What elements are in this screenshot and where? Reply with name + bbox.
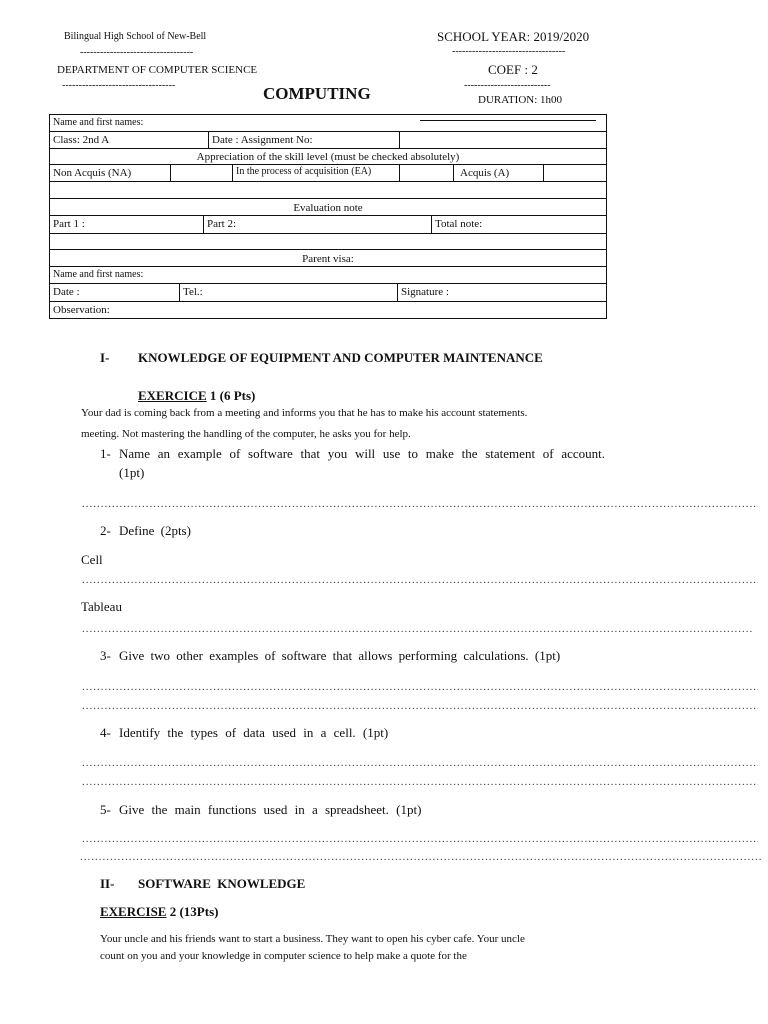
class-cell: Class: 2nd A — [53, 134, 110, 146]
year-divider: ---------------------------------- — [452, 46, 566, 57]
q5-answer-line-1[interactable] — [82, 834, 758, 844]
section1-number: I- — [100, 350, 110, 365]
school-year: SCHOOL YEAR: 2019/2020 — [437, 29, 590, 44]
coef: COEF : 2 — [488, 62, 538, 77]
q2-text: Define (2pts) — [119, 523, 191, 538]
form-row-parent-name — [50, 267, 606, 284]
tableau-term: Tableau — [81, 599, 122, 614]
section2-number: II- — [100, 876, 115, 891]
form-blank-row-2 — [50, 234, 606, 250]
form-blank-row-1 — [50, 182, 606, 199]
parent-name-field[interactable]: Name and first names: — [53, 269, 144, 280]
form-row-observation — [50, 302, 606, 318]
section1-title: KNOWLEDGE OF EQUIPMENT AND COMPUTER MAINTENANCE — [138, 350, 543, 365]
q1-number: 1- — [100, 446, 111, 461]
exercise1-intro-line2: meeting. Not mastering the handling of the computer, he asks you for help. — [81, 428, 411, 440]
exercise2-heading — [100, 904, 218, 920]
q1-text: Name an example of software that you will use to make the statement of account. — [119, 446, 605, 461]
tableau-answer-line[interactable] — [82, 624, 754, 634]
appreciation-header: Appreciation of the skill level (must be checked absolutely) — [50, 149, 606, 165]
exercise2-intro-line1: Your uncle and his friends want to start a business. They want to open his cyber cafe. Your uncle — [100, 933, 525, 945]
q3-answer-line-1[interactable] — [82, 682, 758, 692]
total-note-field[interactable]: Total note: — [431, 216, 606, 233]
q2-number: 2- — [100, 523, 111, 538]
acquis-checkbox[interactable] — [543, 165, 606, 181]
cell-term: Cell — [81, 552, 103, 567]
section2-title: SOFTWARE KNOWLEDGE — [138, 876, 306, 891]
q4-answer-line-1[interactable] — [82, 758, 758, 768]
form-row-name — [50, 115, 606, 132]
parent-signature-field[interactable]: Signature : — [397, 284, 606, 301]
observation-field[interactable]: Observation: — [53, 304, 110, 316]
exercise1-intro-line1: Your dad is coming back from a meeting and informs you that he has to make his account statements. — [81, 407, 528, 419]
department-name: DEPARTMENT OF COMPUTER SCIENCE — [57, 64, 258, 76]
in-process-label: In the process of acquisition (EA) — [232, 165, 399, 181]
date-assignment-cell[interactable]: Date : Assignment No: — [208, 132, 399, 148]
in-process-checkbox[interactable] — [399, 165, 453, 181]
q3-answer-line-2[interactable] — [82, 701, 758, 711]
part1-field[interactable]: Part 1 : — [53, 218, 85, 230]
q4-number: 4- — [100, 725, 111, 740]
parent-date-field[interactable]: Date : — [53, 286, 80, 298]
cell-answer-line[interactable] — [82, 575, 758, 585]
q5-text: Give the main functions used in a spreadsheet. (1pt) — [119, 802, 422, 817]
evaluation-note-header: Evaluation note — [50, 199, 606, 216]
q5-number: 5- — [100, 802, 111, 817]
identification-form — [49, 114, 607, 319]
department-divider: ---------------------------------- — [62, 80, 176, 91]
exercise1-points: 1 (6 Pts) — [206, 388, 256, 403]
q1-points: (1pt) — [119, 465, 145, 480]
form-row-parts — [50, 216, 606, 234]
form-row-date-tel — [50, 284, 606, 302]
acquis-label: Acquis (A) — [453, 165, 543, 181]
exercise2-intro-line2: count on you and your knowledge in computer science to help make a quote for the — [100, 950, 467, 962]
q4-text: Identify the types of data used in a cell. (1pt) — [119, 725, 389, 740]
assignment-value-cell[interactable] — [399, 132, 606, 148]
q4-answer-line-2[interactable] — [82, 777, 758, 787]
exercise1-word: EXERCICE — [138, 388, 207, 403]
exercise1-heading — [138, 388, 255, 404]
form-row-skill-levels — [50, 165, 606, 182]
school-divider: ---------------------------------- — [80, 47, 194, 58]
school-name: Bilingual High School of New-Bell — [64, 31, 207, 42]
duration: DURATION: 1h00 — [478, 94, 563, 106]
name-field-label[interactable]: Name and first names: — [53, 117, 144, 128]
q1-answer-line[interactable] — [82, 499, 758, 509]
q5-answer-line-2[interactable] — [80, 852, 762, 862]
form-row-class — [50, 132, 606, 149]
parent-visa-header: Parent visa: — [50, 250, 606, 267]
non-acquis-label: Non Acquis (NA) — [53, 167, 132, 179]
exercise2-word: EXERCISE — [100, 904, 167, 919]
page-title: COMPUTING — [263, 84, 371, 103]
coef-divider: -------------------------- — [464, 80, 551, 91]
q3-text: Give two other examples of software that allows performing calculations. (1pt) — [119, 648, 561, 663]
q3-number: 3- — [100, 648, 111, 663]
exercise2-points: 2 (13Pts) — [166, 904, 219, 919]
non-acquis-checkbox[interactable] — [170, 165, 232, 181]
part2-field[interactable]: Part 2: — [203, 216, 431, 233]
parent-tel-field[interactable]: Tel.: — [179, 284, 397, 301]
